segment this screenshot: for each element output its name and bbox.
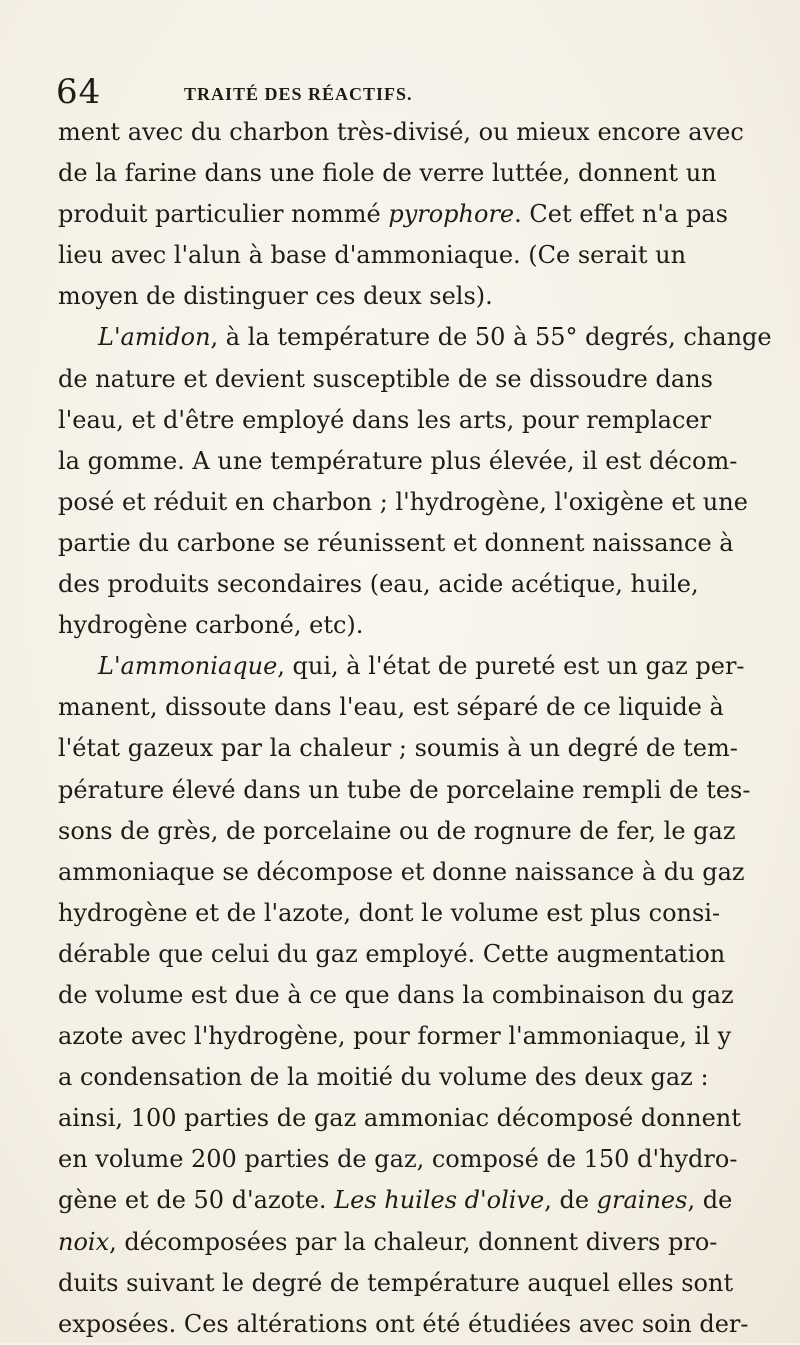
running-title: TRAITÉ DES RÉACTIFS. — [184, 84, 413, 104]
text-line: ainsi, 100 parties de gaz ammoniac décomposé donnent — [58, 1104, 741, 1133]
text-line: pérature élevé dans un tube de porcelaine rempli de tes- — [58, 775, 751, 804]
text-line: des produits secondaires (eau, acide acétique, huile, — [58, 570, 699, 599]
running-head — [56, 72, 556, 112]
text-line: l'eau, et d'être employé dans les arts, pour remplacer — [58, 405, 712, 434]
text-line: moyen de distinguer ces deux sels). — [58, 282, 493, 311]
page-number: 64 — [56, 72, 102, 112]
text-line: hydrogène et de l'azote, dont le volume est plus consi- — [58, 898, 721, 927]
text-line: lieu avec l'alun à base d'ammoniaque. (Ce serait un — [58, 241, 687, 270]
paragraph-start: L'ammoniaque, qui, à l'état de pureté est un gaz per- — [98, 652, 745, 681]
italic-term: L'amidon — [98, 323, 211, 352]
italic-term: Les huiles d'olive — [334, 1186, 545, 1215]
text-line: de la farine dans une fiole de verre luttée, donnent un — [58, 159, 717, 188]
text-line: ammoniaque se décompose et donne naissance à du gaz — [58, 857, 745, 886]
text-line: noix, décomposées par la chaleur, donnent divers pro- — [58, 1227, 718, 1256]
text-line: de nature et devient susceptible de se dissoudre dans — [58, 364, 713, 393]
italic-term: L'ammoniaque — [98, 652, 278, 681]
text-line: l'état gazeux par la chaleur ; soumis à un degré de tem- — [58, 734, 738, 763]
text-line: produit particulier nommé pyrophore. Cet effet n'a pas — [58, 200, 728, 229]
text-line: hydrogène carboné, etc). — [58, 611, 364, 640]
text-line: a condensation de la moitié du volume des deux gaz : — [58, 1063, 709, 1092]
text-line: dérable que celui du gaz employé. Cette augmentation — [58, 939, 726, 968]
text-line: azote avec l'hydrogène, pour former l'ammoniaque, il y — [58, 1022, 732, 1051]
text-line: posé et réduit en charbon ; l'hydrogène, l'oxigène et une — [58, 487, 748, 516]
paragraph-start: L'amidon, à la température de 50 à 55° degrés, change — [98, 323, 772, 352]
text-line: duits suivant le degré de température auquel elles sont — [58, 1268, 734, 1297]
italic-term: noix — [58, 1227, 110, 1256]
text-line: sons de grès, de porcelaine ou de rognure de fer, le gaz — [58, 816, 736, 845]
text-line: la gomme. A une température plus élevée, il est décom- — [58, 446, 738, 475]
italic-term: pyrophore — [388, 200, 515, 229]
body-text — [58, 112, 772, 1345]
text-line: partie du carbone se réunissent et donnent naissance à — [58, 528, 734, 557]
text-line: manent, dissoute dans l'eau, est séparé de ce liquide à — [58, 693, 724, 722]
text-line: de volume est due à ce que dans la combinaison du gaz — [58, 980, 734, 1009]
italic-term: graines — [596, 1186, 688, 1215]
text-line: gène et de 50 d'azote. Les huiles d'olive, de graines, de — [58, 1186, 733, 1215]
text-line: en volume 200 parties de gaz, composé de 150 d'hydro- — [58, 1145, 738, 1174]
text-line: exposées. Ces altérations ont été étudiées avec soin der- — [58, 1309, 749, 1338]
text-line: ment avec du charbon très-divisé, ou mieux encore avec — [58, 118, 744, 146]
